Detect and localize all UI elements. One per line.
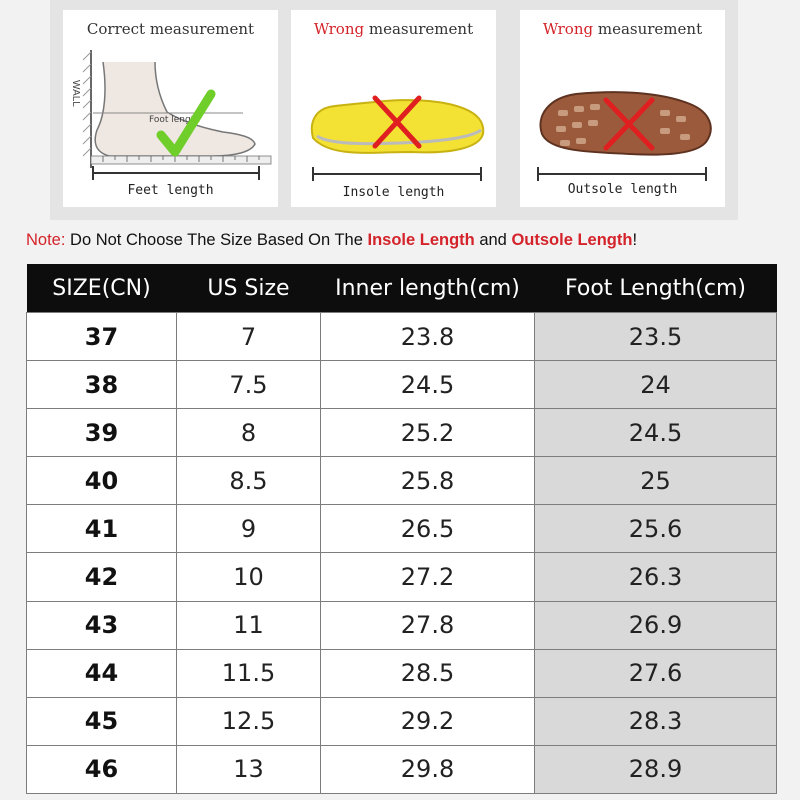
cell-foot-length: 24 xyxy=(535,361,777,409)
cell-size-cn: 44 xyxy=(27,649,177,697)
cell-us-size: 8.5 xyxy=(177,457,321,505)
cell-us-size: 7 xyxy=(177,313,321,361)
cell-size-cn: 39 xyxy=(27,409,177,457)
foot-illustration xyxy=(63,10,278,207)
cell-inner-length: 24.5 xyxy=(321,361,535,409)
insole-illustration xyxy=(291,10,496,207)
measurement-guide xyxy=(50,0,738,220)
cell-foot-length: 25.6 xyxy=(535,505,777,553)
table-row xyxy=(27,505,777,553)
cell-us-size: 8 xyxy=(177,409,321,457)
foot-outline xyxy=(95,62,255,156)
cell-foot-length: 27.6 xyxy=(535,649,777,697)
note-text-2: and xyxy=(474,231,512,249)
cell-us-size: 12.5 xyxy=(177,697,321,745)
cell-us-size: 11.5 xyxy=(177,649,321,697)
insole-length-caption: Insole length xyxy=(342,185,445,200)
cell-size-cn: 45 xyxy=(27,697,177,745)
note-outsole: Outsole Length xyxy=(511,231,633,249)
cell-inner-length: 27.8 xyxy=(321,601,535,649)
size-chart-table xyxy=(26,264,777,794)
note-insole: Insole Length xyxy=(367,231,475,249)
cell-us-size: 13 xyxy=(177,745,321,793)
card-title-text: Correct measurement xyxy=(86,20,255,38)
card-title-rest: measurement xyxy=(364,20,474,38)
note-prefix: Note: xyxy=(26,231,66,249)
correct-measurement-card xyxy=(63,10,278,207)
table-row xyxy=(27,601,777,649)
table-row xyxy=(27,409,777,457)
cell-foot-length: 28.3 xyxy=(535,697,777,745)
outsole-length-caption: Outsole length xyxy=(567,182,678,197)
table-row xyxy=(27,649,777,697)
cell-inner-length: 27.2 xyxy=(321,553,535,601)
header-foot-length: Foot Length(cm) xyxy=(535,264,777,313)
outsole-measurement-card xyxy=(520,10,725,207)
cell-size-cn: 46 xyxy=(27,745,177,793)
table-row xyxy=(27,745,777,793)
cell-inner-length: 29.2 xyxy=(321,697,535,745)
cell-size-cn: 41 xyxy=(27,505,177,553)
note-suffix: ! xyxy=(632,231,638,249)
cell-inner-length: 28.5 xyxy=(321,649,535,697)
outsole-illustration xyxy=(520,10,725,207)
feet-length-caption: Feet length xyxy=(127,183,214,198)
header-size-cn: SIZE(CN) xyxy=(27,264,177,313)
cell-foot-length: 24.5 xyxy=(535,409,777,457)
cell-us-size: 7.5 xyxy=(177,361,321,409)
cell-size-cn: 37 xyxy=(27,313,177,361)
size-note xyxy=(26,231,637,250)
cell-inner-length: 26.5 xyxy=(321,505,535,553)
cell-us-size: 9 xyxy=(177,505,321,553)
cell-size-cn: 40 xyxy=(27,457,177,505)
insole-measurement-card xyxy=(291,10,496,207)
cell-inner-length: 25.8 xyxy=(321,457,535,505)
foot-length-label: Foot length xyxy=(149,115,200,125)
insole-shape xyxy=(312,100,483,153)
cell-inner-length: 29.8 xyxy=(321,745,535,793)
cell-size-cn: 38 xyxy=(27,361,177,409)
table-row xyxy=(27,457,777,505)
header-us-size: US Size xyxy=(177,264,321,313)
header-inner-length: Inner length(cm) xyxy=(321,264,535,313)
cell-foot-length: 26.3 xyxy=(535,553,777,601)
table-row xyxy=(27,697,777,745)
cell-foot-length: 26.9 xyxy=(535,601,777,649)
table-row xyxy=(27,361,777,409)
cell-inner-length: 25.2 xyxy=(321,409,535,457)
card-title-wrong: Wrong xyxy=(542,20,594,38)
table-row xyxy=(27,553,777,601)
table-row xyxy=(27,313,777,361)
cell-foot-length: 23.5 xyxy=(535,313,777,361)
wall-label: WALL xyxy=(70,80,81,107)
cell-size-cn: 43 xyxy=(27,601,177,649)
cell-foot-length: 28.9 xyxy=(535,745,777,793)
cell-us-size: 10 xyxy=(177,553,321,601)
cell-foot-length: 25 xyxy=(535,457,777,505)
table-header-row xyxy=(27,264,777,313)
cell-us-size: 11 xyxy=(177,601,321,649)
note-text-1: Do Not Choose The Size Based On The xyxy=(65,231,368,249)
cell-size-cn: 42 xyxy=(27,553,177,601)
card-title-rest: measurement xyxy=(593,20,703,38)
cell-inner-length: 23.8 xyxy=(321,313,535,361)
card-title-wrong: Wrong xyxy=(313,20,365,38)
